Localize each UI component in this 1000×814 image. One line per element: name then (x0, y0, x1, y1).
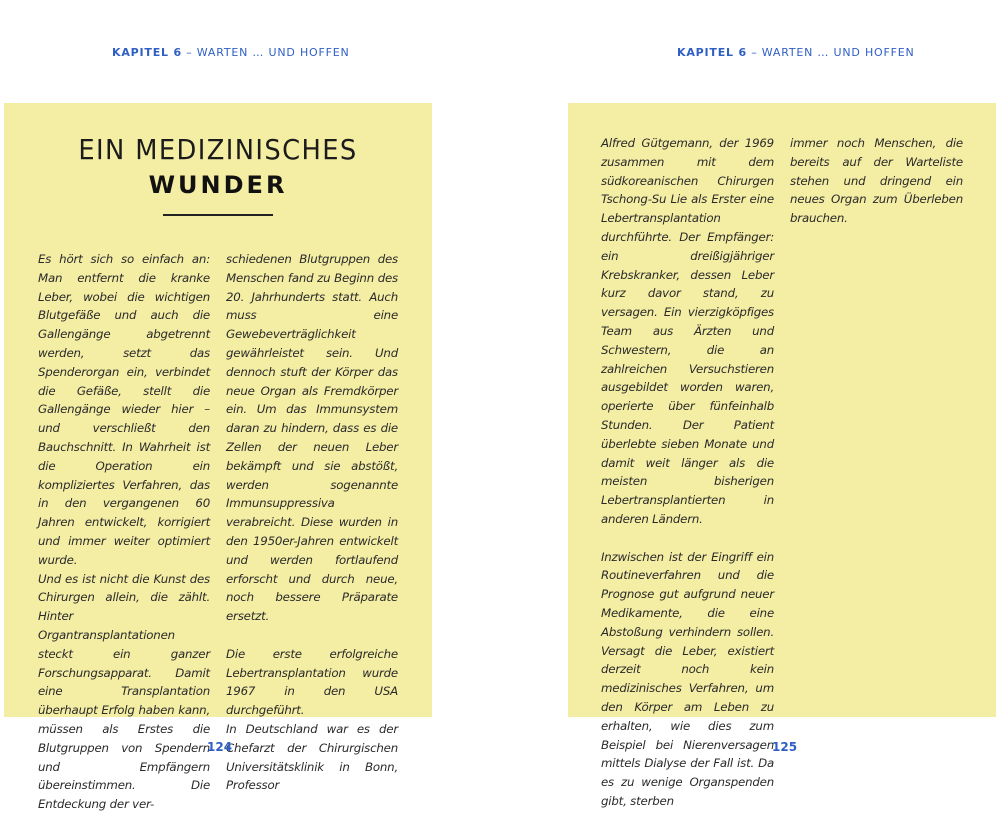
heading-divider (163, 214, 273, 216)
paragraph: In Deutschland war es der Chefarzt der Chirurgischen Universitätsklinik in Bonn, Professor (226, 721, 398, 793)
left-header-chapter: KAPITEL 6 (112, 46, 182, 59)
paragraph: Und es ist nicht die Kunst des Chirurgen allein, die zählt. Hinter Organtransplantationen steckt ein ganzer Forschungsapparat. Damit eine Transplantation überhaupt Erfolg haben kann, müssen als Erstes die Blutgruppen von Spendern und Empfängern übereinstimmen. Die Entdeckung der ver- (38, 571, 210, 812)
paragraph: Die erste erfolgreiche Lebertransplantation wurde 1967 in den USA durchgeführt. (226, 646, 398, 718)
right-header-title: – WARTEN … UND HOFFEN (746, 46, 915, 59)
paragraph: immer noch Menschen, die bereits auf der Warteliste stehen und dringend ein neues Organ zum Überleben brauchen. (790, 136, 963, 226)
paragraph: Alfred Gütgemann, der 1969 zusammen mit dem südkoreanischen Chirurgen Tschong-Su Lie als Erster eine Lebertransplantation durchführte. Der Empfänger: ein dreißigjähriger Krebskranker, dessen Leber kurz davor stand, zu versagen. Ein vierzigköpfiges Team aus Ärzten und Schwestern, die an zahlreichen Versuchstieren ausgebildet worden waren, operierte über fünfeinhalb Stunden. Der Patient überlebte sieben Monate und damit weit länger als die meisten bisherigen Lebertransplantierten in anderen Ländern. (601, 136, 774, 526)
left-header-title: – WARTEN … UND HOFFEN (181, 46, 350, 59)
section-heading-line2: WUNDER (148, 171, 288, 199)
left-running-header (112, 46, 350, 59)
left-page-number: 124 (207, 740, 233, 754)
paragraph: schiedenen Blutgruppen des Menschen fand zu Beginn des 20. Jahrhunderts statt. Auch muss eine Gewebeverträglichkeit gewährleistet sein. Und dennoch stuft der Körper das neue Organ als Fremdkörper ein. Um das Immunsystem daran zu hindern, dass es die Zellen der neuen Leber bekämpft und sie abstößt, werden sogenannte Immunsuppressiva verabreicht. Diese wurden in den 1950er-Jahren entwickelt und werden fortlaufend erforscht und durch neue, noch bessere Präparate ersetzt. (226, 252, 398, 624)
right-header-chapter: KAPITEL 6 (677, 46, 747, 59)
section-heading-line1: EIN MEDIZINISCHES (78, 133, 358, 166)
right-page-column-1 (601, 134, 774, 811)
right-running-header (677, 46, 915, 59)
right-page-number: 125 (772, 740, 798, 754)
left-page-column-2 (226, 250, 398, 795)
left-page-column-1 (38, 250, 210, 814)
right-page-column-2 (790, 134, 963, 228)
paragraph: Es hört sich so einfach an: Man entfernt die kranke Leber, wobei die wichtigen Blutgefäße und auch die Gallengänge abgetrennt werden, setzt das Spenderorgan ein, verbindet die Gefäße, stellt die Gallengänge wieder hier – und verschließt den Bauchschnitt. In Wahrheit ist die Operation ein kompliziertes Verfahren, das in den vergangenen 60 Jahren entwickelt, korrigiert und immer weiter optimiert wurde. (38, 252, 210, 567)
paragraph: Inzwischen ist der Eingriff ein Routineverfahren und die Prognose gut aufgrund neuer Medikamente, die eine Abstoßung verhindern sollen. Versagt die Leber, existiert derzeit noch kein medizinisches Verfahren, um den Körper am Leben zu erhalten, wie dies zum Beispiel bei Nierenversagen mittels Dialyse der Fall ist. Da es zu wenige Organspenden gibt, sterben (601, 549, 774, 808)
